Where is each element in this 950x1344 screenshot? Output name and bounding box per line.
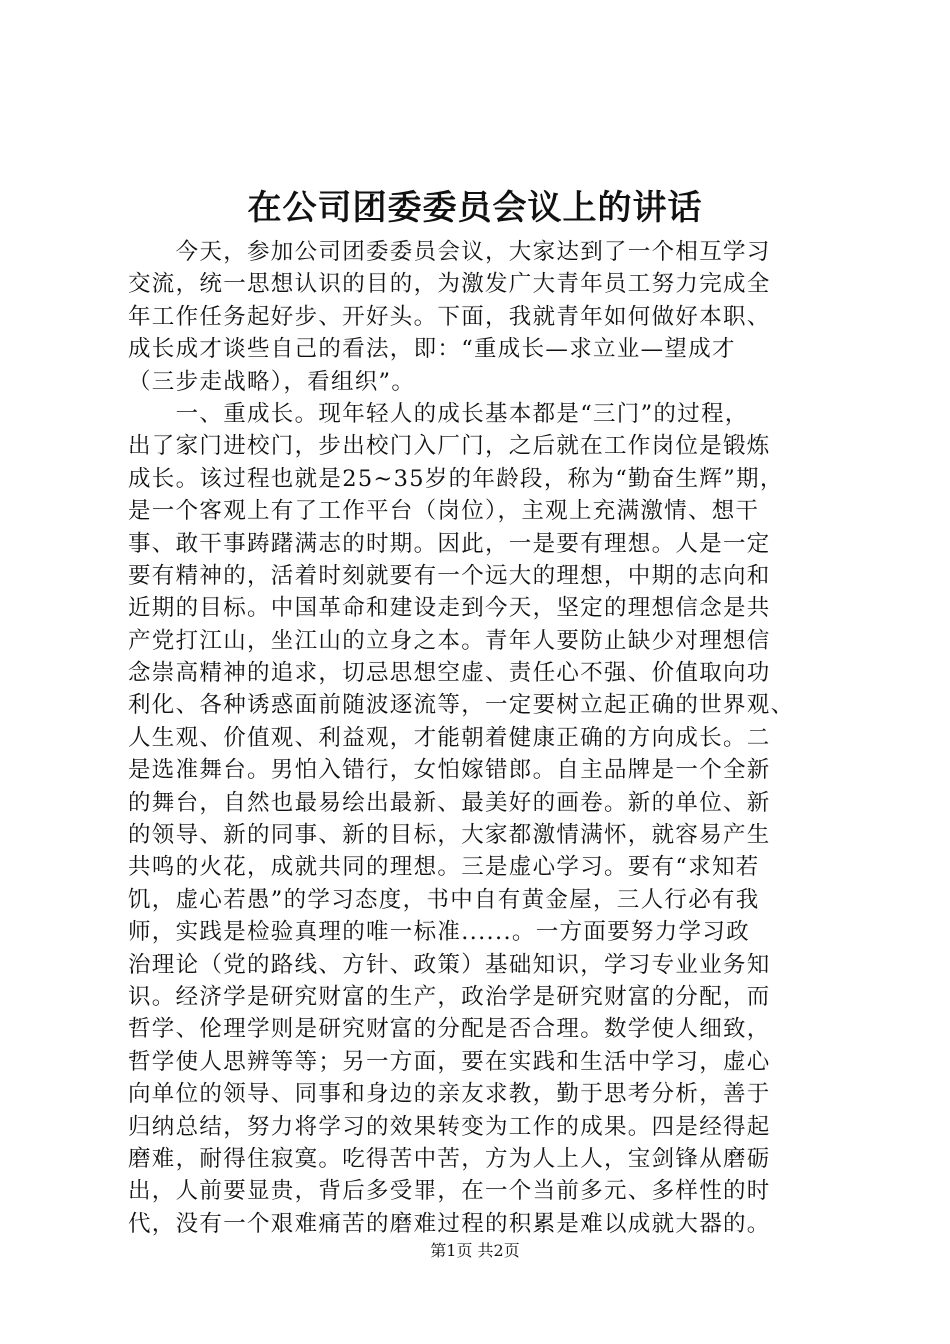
body-line: 代，没有一个艰难痛苦的磨难过程的积累是难以成就大器的。 xyxy=(128,1210,771,1237)
body-line: 人生观、价值观、利益观，才能朝着健康正确的方向成长。二 xyxy=(128,724,771,751)
body-line: 一、重成长。现年轻人的成长基本都是“三门”的过程， xyxy=(128,400,749,427)
body-line: 成长成才谈些自己的看法，即：“重成长—求立业—望成才 xyxy=(128,336,736,363)
body-line: 事、敢干事踌躇满志的时期。因此，一是要有理想。人是一定 xyxy=(128,530,771,557)
body-line: 出了家门进校门，步出校门入厂门，之后就在工作岗位是锻炼 xyxy=(128,433,771,460)
document-title: 在公司团委委员会议上的讲话 xyxy=(247,188,703,228)
body-line: 哲学使人思辨等等；另一方面，要在实践和生活中学习，虚心 xyxy=(128,1048,771,1075)
body-line: 是一个客观上有了工作平台（岗位），主观上充满激情、想干 xyxy=(128,498,760,525)
body-line: 近期的目标。中国革命和建设走到今天，坚定的理想信念是共 xyxy=(128,595,771,622)
body-line: 师，实践是检验真理的唯一标准......。一方面要努力学习政 xyxy=(128,919,750,946)
body-line: 念崇高精神的追求，切忌思想空虚、责任心不强、价值取向功 xyxy=(128,660,771,687)
body-line: 年工作任务起好步、开好头。下面，我就青年如何做好本职、 xyxy=(128,303,771,330)
body-line: 磨难，耐得住寂寞。吃得苦中苦，方为人上人，宝剑锋从磨砺 xyxy=(128,1145,771,1172)
body-line: 共鸣的火花，成就共同的理想。三是虚心学习。要有“求知若 xyxy=(128,854,760,881)
body-line: 要有精神的，活着时刻就要有一个远大的理想，中期的志向和 xyxy=(128,562,771,589)
body-line: 交流，统一思想认识的目的，为激发广大青年员工努力完成全 xyxy=(128,271,771,298)
body-line: 的领导、新的同事、新的目标，大家都激情满怀，就容易产生 xyxy=(128,822,771,849)
body-line: 饥，虚心若愚”的学习态度，书中自有黄金屋，三人行必有我 xyxy=(128,886,760,913)
body-line: 识。经济学是研究财富的生产，政治学是研究财富的分配，而 xyxy=(128,983,771,1010)
body-line: 归纳总结，努力将学习的效果转变为工作的成果。四是经得起 xyxy=(128,1113,771,1140)
body-line: 哲学、伦理学则是研究财富的分配是否合理。数学使人细致， xyxy=(128,1016,771,1043)
body-line: 是选准舞台。男怕入错行，女怕嫁错郎。自主品牌是一个全新 xyxy=(128,757,771,784)
body-line: 出，人前要显贵，背后多受罪，在一个当前多元、多样性的时 xyxy=(128,1178,771,1205)
body-line: 治理论（党的路线、方针、政策）基础知识，学习专业业务知 xyxy=(128,951,771,978)
body-line: 向单位的领导、同事和身边的亲友求教，勤于思考分析，善于 xyxy=(128,1081,771,1108)
page-footer: 第1页 共2页 xyxy=(430,1241,520,1260)
body-line: 利化、各种诱惑面前随波逐流等，一定要树立起正确的世界观、 xyxy=(128,692,795,719)
body-line: （三步走战略），看组织”。 xyxy=(128,368,416,395)
document-body xyxy=(128,236,840,1240)
body-line: 成长。该过程也就是25~35岁的年龄段，称为“勤奋生辉”期， xyxy=(128,465,784,492)
body-line: 今天，参加公司团委委员会议，大家达到了一个相互学习 xyxy=(128,239,771,265)
body-line: 产党打江山，坐江山的立身之本。青年人要防止缺少对理想信 xyxy=(128,627,771,654)
body-line: 的舞台，自然也最易绘出最新、最美好的画卷。新的单位、新 xyxy=(128,789,771,816)
